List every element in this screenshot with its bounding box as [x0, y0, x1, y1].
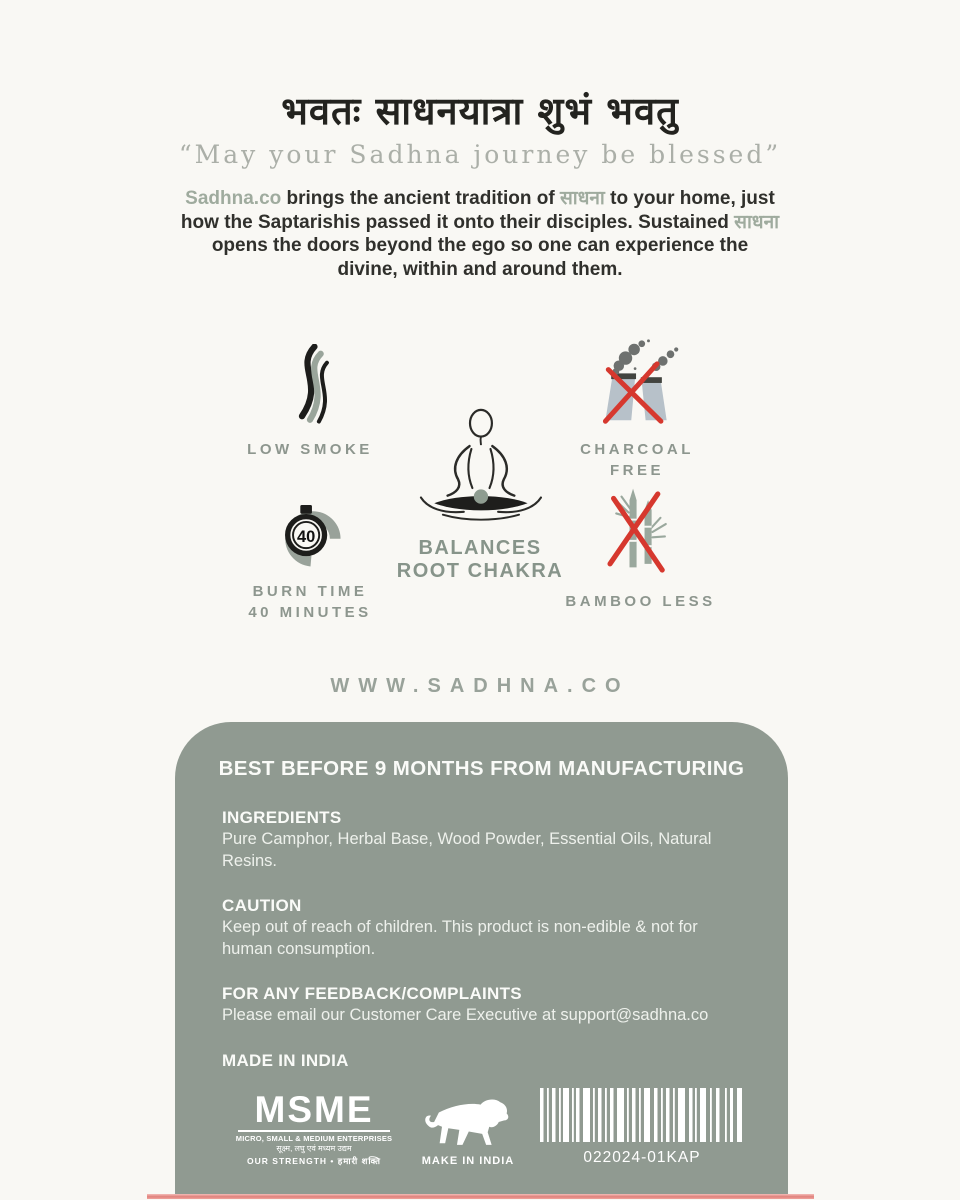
website-url: WWW.SADHNA.CO [330, 675, 630, 697]
barcode [536, 1088, 748, 1167]
section-body: Please email our Customer Care Executive at support@sadhna.co [222, 1006, 709, 1024]
stopwatch-icon [278, 504, 342, 568]
msme-acronym: MSME [254, 1089, 374, 1130]
feature-low-smoke [230, 344, 390, 460]
page-subtitle: “May your Sadhna journey be blessed” [178, 140, 782, 169]
section-ingredients [222, 807, 746, 872]
section-title: INGREDIENTS [222, 808, 342, 827]
make-in-india-caption: MAKE IN INDIA [421, 1155, 515, 1167]
info-box [175, 722, 788, 1195]
msme-tagline: OUR STRENGTH • हमारी शक्ति [247, 1156, 381, 1166]
burn-time-badge: 40 [296, 527, 316, 546]
msme-subtitle: MICRO, SMALL & MEDIUM ENTERPRISES [235, 1134, 393, 1143]
section-body: Keep out of reach of children. This product is non-edible & not for human consumption. [222, 918, 698, 958]
best-before-heading: BEST BEFORE 9 MONTHS FROM MANUFACTURING [218, 757, 745, 780]
make-in-india-logo [416, 1096, 520, 1167]
msme-rule [238, 1130, 390, 1132]
msme-logo [234, 1089, 394, 1167]
section-caution [222, 895, 746, 960]
lion-icon [420, 1096, 516, 1148]
intro-paragraph [180, 187, 780, 281]
section-title: CAUTION [222, 896, 302, 915]
msme-subtitle-hindi: सूक्ष्म, लघु एवं मध्यम उद्यम [276, 1144, 352, 1153]
logos-row [222, 1088, 748, 1167]
feature-label: CHARCOAL FREE [580, 441, 694, 479]
intro-text-2: to your home, just how the Saptarishis passed it onto their disciples. Sustained [180, 188, 775, 233]
burn-time-line1: BURN TIME [252, 583, 368, 600]
info-sections [222, 807, 746, 1095]
feature-root-chakra [390, 408, 570, 583]
barcode-code: 022024-01KAP [583, 1149, 701, 1166]
section-body: Pure Camphor, Herbal Base, Wood Powder, Essential Oils, Natural Resins. [222, 830, 712, 870]
feature-bamboo-less [558, 486, 723, 612]
feature-burn-time [240, 504, 380, 623]
feature-label: BALANCES ROOT CHAKRA [396, 537, 564, 582]
burn-time-line2: 40 MINUTES [248, 604, 372, 621]
section-title: MADE IN INDIA [222, 1050, 349, 1070]
intro-accent-1: साधना [559, 188, 605, 209]
intro-text-1: brings the ancient tradition of [281, 188, 560, 209]
section-made-in-india [222, 1050, 746, 1072]
barcode-icon [536, 1088, 748, 1142]
feature-charcoal-free [552, 338, 722, 481]
low-smoke-icon [288, 344, 332, 426]
bottom-accent-line [147, 1194, 814, 1199]
intro-text-3: opens the doors beyond the ego so one can experience the divine, within and around them. [211, 235, 749, 280]
meditation-icon [401, 408, 559, 528]
brand-name: Sadhna.co [185, 188, 282, 209]
feature-label: LOW SMOKE [247, 441, 373, 458]
bamboo-less-icon [600, 486, 682, 578]
section-feedback [222, 983, 746, 1027]
feature-label [240, 581, 380, 623]
intro-accent-2: साधना [734, 211, 780, 233]
charcoal-free-icon [593, 338, 681, 426]
feature-label: BAMBOO LESS [565, 593, 716, 610]
section-title: FOR ANY FEEDBACK/COMPLAINTS [222, 984, 522, 1003]
page-title: भवतः साधनयात्रा शुभं भवतु [281, 88, 679, 133]
